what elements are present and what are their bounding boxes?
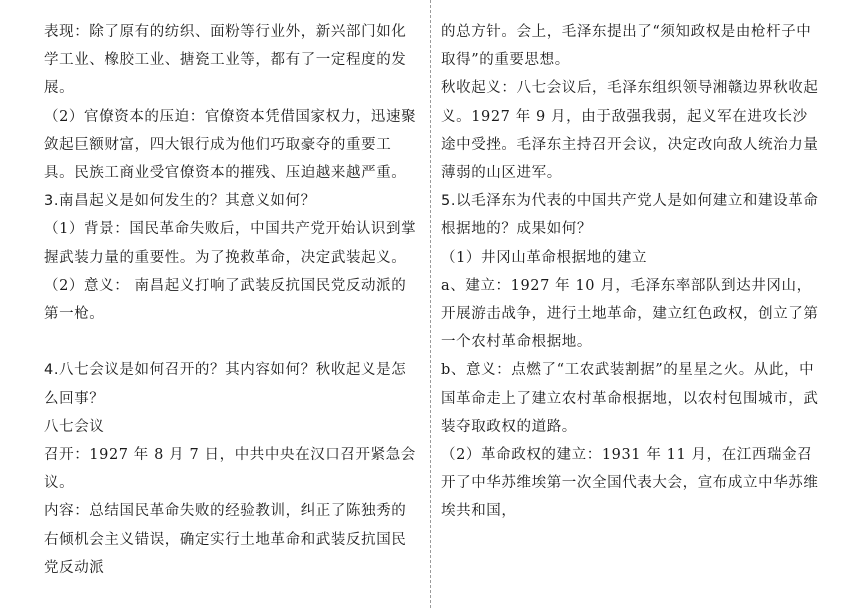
paragraph-convening: 召开：1927 年 8 月 7 日，中共中央在汉口召开紧急会议。 bbox=[44, 447, 416, 492]
question-4: 4.八七会议是如何召开的？其内容如何？秋收起义是怎么回事？ bbox=[44, 362, 407, 407]
paragraph-establishment: a、建立：1927 年 10 月，毛泽东率部队到达井冈山，开展游击战争，进行土地革命，建立红色政权，创立了第一个农村革命根据地。 bbox=[441, 277, 819, 351]
right-column bbox=[441, 18, 819, 526]
paragraph-background: （1）背景：国民革命失败后，中国共产党开始认识到掌握武装力量的重要性。为了挽救革命，决定武装起义。 bbox=[44, 221, 417, 266]
question-5: 5.以毛泽东为代表的中国共产党人是如何建立和建设革命根据地的？成果如何？ bbox=[441, 193, 819, 238]
paragraph-significance: （2）意义： 南昌起义打响了武装反抗国民党反动派的第一枪。 bbox=[44, 277, 407, 323]
blank-line bbox=[44, 328, 420, 356]
column-divider bbox=[430, 0, 431, 608]
left-column bbox=[44, 18, 420, 582]
paragraph-autumn-harvest-uprising: 秋收起义：八七会议后，毛泽东组织领导湘赣边界秋收起义。1927 年 9 月，由于敌强我弱，起义军在进攻长沙途中受挫。毛泽东主持召开会议，决定改向敌人统治力量薄弱的山区进军。 bbox=[441, 80, 819, 182]
paragraph-revolutionary-regime: （2）革命政权的建立：1931 年 11 月，在江西瑞金召开了中华苏维埃第一次全国代表大会，宣布成立中华苏维埃共和国， bbox=[441, 447, 819, 520]
question-3: 3.南昌起义是如何发生的？其意义如何？ bbox=[44, 193, 316, 210]
subheading-jinggangshan: （1）井冈山革命根据地的建立 bbox=[441, 249, 648, 266]
subheading-august-seventh-meeting: 八七会议 bbox=[44, 418, 105, 435]
paragraph-general-policy: 的总方针。会上，毛泽东提出了“须知政权是由枪杆子中取得”的重要思想。 bbox=[441, 24, 812, 69]
paragraph-bureaucratic-capital: （2）官僚资本的压迫：官僚资本凭借国家权力，迅速聚敛起巨额财富，四大银行成为他们巧取豪夺的重要工具。民族工商业受官僚资本的摧残、压迫越来越严重。 bbox=[44, 108, 417, 182]
paragraph-content: 内容：总结国民革命失败的经验教训，纠正了陈独秀的右倾机会主义错误，确定实行土地革命和武装反抗国民党反动派 bbox=[44, 503, 407, 576]
paragraph-meaning: b、意义：点燃了“工农武装割据”的星星之火。从此，中国革命走上了建立农村革命根据地，以农村包围城市，武装夺取政权的道路。 bbox=[441, 362, 819, 435]
paragraph-industry: 表现：除了原有的纺织、面粉等行业外，新兴部门如化学工业、橡胶工业、搪瓷工业等，都有了一定程度的发展。 bbox=[44, 24, 407, 97]
